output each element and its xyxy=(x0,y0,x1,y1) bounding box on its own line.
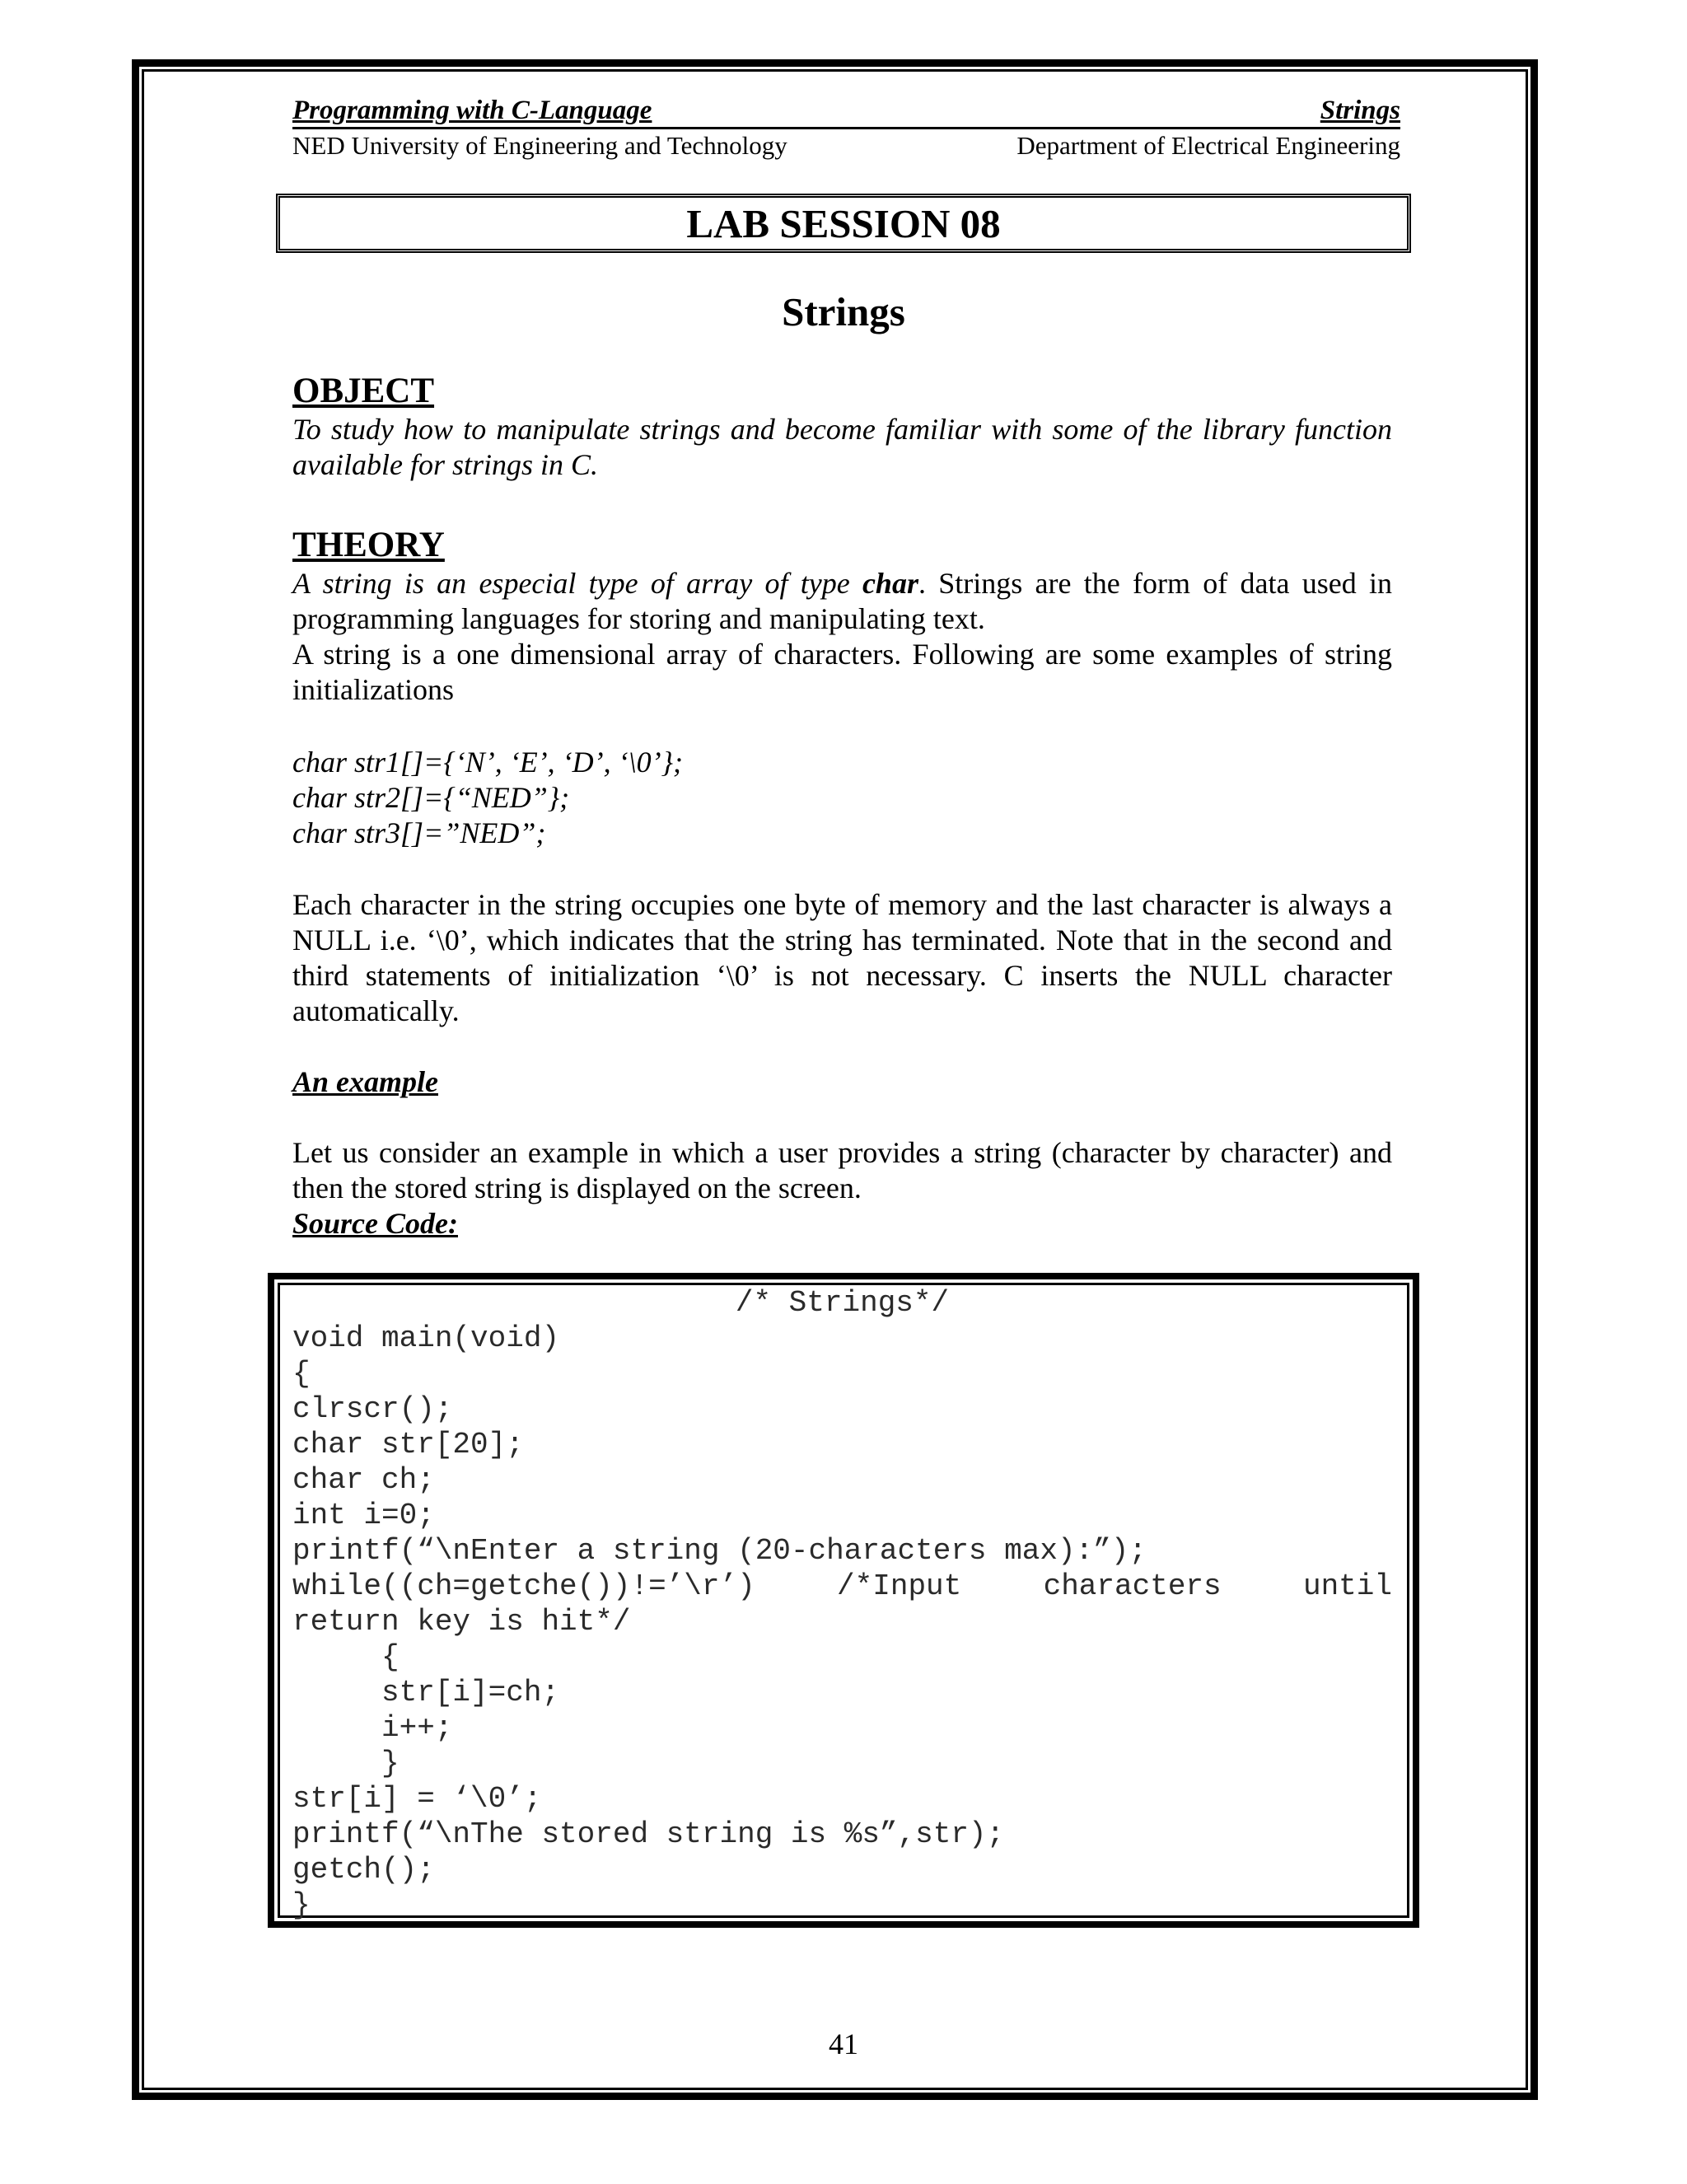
code-line: getch(); xyxy=(292,1853,435,1887)
code-line: } xyxy=(292,1747,400,1780)
code-while-comment-1: /*Input xyxy=(837,1569,962,1603)
code-while-comment-3: until xyxy=(1302,1569,1392,1603)
code-line: char ch; xyxy=(292,1463,435,1497)
header-topic: Strings xyxy=(1320,96,1400,125)
code-while-cond: while((ch=getche())!=’\r’) xyxy=(292,1569,755,1603)
object-text: To study how to manipulate strings and become familiar with some of the library function available for strings in C. xyxy=(292,413,1392,481)
object-section xyxy=(292,371,1392,483)
code-line: printf(“\nThe stored string is %s”,str); xyxy=(292,1817,1005,1851)
course-title: Programming with C-Language xyxy=(292,96,652,125)
theory-section xyxy=(292,525,1392,708)
code-line: i++; xyxy=(292,1711,453,1745)
theory-p1-italic: A string is an especial type of array of type xyxy=(292,567,862,600)
string-examples xyxy=(292,745,1392,851)
code-line: str[i]=ch; xyxy=(292,1676,560,1709)
theory-p1-char: char xyxy=(862,567,918,600)
theory-paragraph-3: Each character in the string occupies one byte of memory and the last character is always a NULL i.e. ‘\0’, which indicates that the string has terminated. Note that in the second and third statements of initialization ‘\0’ is not necessary. C inserts the NULL character automatically. xyxy=(292,888,1392,1027)
page-title: Strings xyxy=(782,289,905,334)
page-header xyxy=(292,94,1400,162)
session-title: LAB SESSION 08 xyxy=(686,200,1001,246)
code-line: clrscr(); xyxy=(292,1392,453,1426)
example-str2: char str2[]={“NED”}; xyxy=(292,781,570,814)
university-name: NED University of Engineering and Technology xyxy=(292,131,787,160)
theory-paragraph-1 xyxy=(292,566,1392,637)
code-line: { xyxy=(292,1640,400,1674)
source-code-block xyxy=(292,1285,1392,1923)
code-line: str[i] = ‘\0’; xyxy=(292,1782,542,1816)
theory-p1-rest: . Strings are the form of data used in programming languages for storing and manipulating text. xyxy=(292,567,1392,635)
theory-paragraph-2: A string is a one dimensional array of characters. Following are some examples of string initializations xyxy=(292,638,1392,706)
code-line: return key is hit*/ xyxy=(292,1605,631,1639)
example-section xyxy=(292,1064,1392,1242)
code-comment-title: /* Strings*/ xyxy=(735,1286,950,1320)
code-line: printf(“\nEnter a string (20-characters max):”); xyxy=(292,1534,1147,1568)
example-str3: char str3[]=”NED”; xyxy=(292,816,546,849)
theory-heading: THEORY xyxy=(292,526,445,564)
code-line: int i=0; xyxy=(292,1499,435,1532)
code-line: { xyxy=(292,1357,311,1391)
session-title-box xyxy=(276,194,1411,253)
page-number: 41 xyxy=(829,2027,858,2060)
code-while-comment-2: characters xyxy=(1043,1569,1222,1603)
code-line: char str[20]; xyxy=(292,1428,524,1461)
source-code-label: Source Code: xyxy=(292,1207,458,1240)
code-while-line xyxy=(292,1569,1392,1604)
object-heading: OBJECT xyxy=(292,372,435,410)
example-text: Let us consider an example in which a user provides a string (character by character) and then the stored string is displayed on the screen. xyxy=(292,1136,1392,1204)
example-heading: An example xyxy=(292,1065,438,1098)
code-line: void main(void) xyxy=(292,1321,560,1355)
department-name: Department of Electrical Engineering xyxy=(1016,131,1400,160)
code-line: } xyxy=(292,1888,311,1922)
example-str1: char str1[]={‘N’, ‘E’, ‘D’, ‘\0’}; xyxy=(292,746,684,779)
